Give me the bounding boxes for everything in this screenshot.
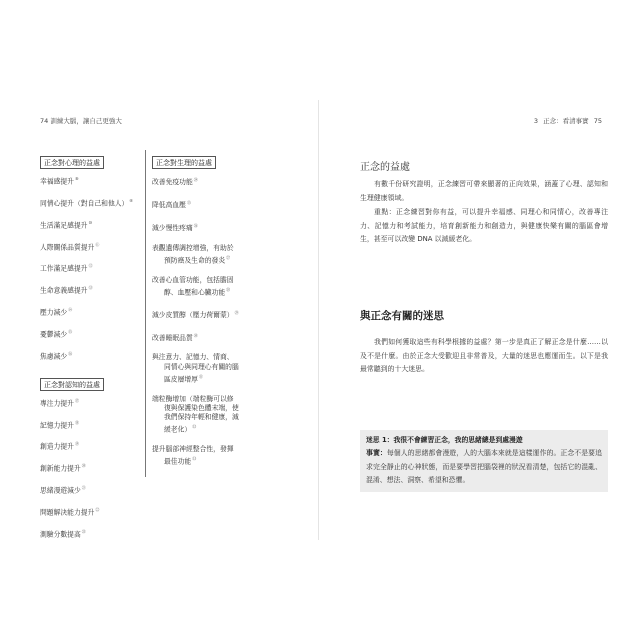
benefit-text-line: 提升腦部神經整合性，發揮 [152,445,234,454]
benefit-text: 壓力減少 [40,308,68,317]
benefit-text: 問題解決能力提升 [40,508,95,517]
citation-marker: ⑯ [68,350,73,356]
citation-marker: ⑫ [88,263,93,269]
mental-benefit-item [40,306,140,316]
citation-marker: ⑱ [74,419,79,425]
citation-marker: ⑪ [95,241,100,247]
benefit-text: 焦慮減少 [40,352,68,361]
mental-benefit-item [40,175,140,185]
physical-benefits-list [152,175,312,467]
citation-marker: ⑩ [88,219,93,225]
physical-benefit-item [152,198,312,210]
benefit-text-line: 改善睡眠品質$^㉚$ [152,332,198,342]
benefit-text: 幸福感提升 [40,177,74,186]
mental-cognitive-benefits-column [40,150,140,550]
benefit-text-line: 區皮層增厚$^㉛$ [164,373,203,384]
benefit-text-line: 改善心血管功能，包括膽固 [152,275,234,284]
benefits-section-title: 正念的益處 [360,162,410,173]
physical-benefit-item [152,353,312,384]
myth-1-title: 迷思 1：我很不會練習正念，我的思緒總是到處漫遊 [366,436,523,444]
physical-benefit-item [152,395,312,435]
cognitive-benefit-item [40,419,140,429]
citation-marker: ㉝ [192,456,197,462]
physical-benefit-item [152,276,312,298]
benefit-text-line: 我們保持年輕和健康，減 [164,413,239,422]
left-page [30,108,310,539]
citation-marker: ⑰ [74,397,79,403]
paragraph-myths-intro: 我們如何獲取這些有科學根據的益處？第一步是真正了解正念是什麼……以及不是什麼。由於正念大受歡迎且非常普及，大量的迷思也應運而生。以下是我最常聽到的十大迷思。 [360,338,608,374]
mental-benefit-item [40,262,140,272]
benefit-text: 測驗分數提高 [40,530,81,539]
benefit-text-line: 降低高血壓$^㉕$ [152,199,191,210]
citation-marker: ㉕ [186,199,191,205]
benefit-text-line: 復與保護染色體末端，使 [164,403,239,412]
page-number: 75 [593,117,602,125]
cognitive-benefit-item [40,484,140,494]
benefit-text: 工作滿足感提升 [40,264,88,273]
mental-benefit-item [40,219,140,229]
benefit-text-line: 預防癌及生命的發炎$^㉗$ [164,254,231,265]
physical-benefit-item [152,308,312,320]
paragraph-key-point: 重點：正念練習對你有益，可以提升幸福感、同理心和同情心，改善專注力、記憶力和考試能力，培育創新能力和創造力，與健康快樂有關的腦區會增生，甚至可以改變 DNA 以減緩老化。 [360,208,608,244]
benefit-text: 創造力提升 [40,442,74,451]
benefit-text-line: 減少慢性疼痛$^㉖$ [152,222,198,232]
citation-marker: ⑧ [74,176,79,181]
cognitive-benefit-item [40,462,140,472]
mental-benefit-item [40,241,140,251]
myth-1-box [360,430,608,492]
benefit-text: 專注力提升 [40,399,74,407]
benefit-text: 生活滿足感提升 [40,220,88,229]
cognitive-benefit-item [40,528,140,538]
chapter-number: 3 [533,117,539,125]
mental-benefit-item [40,284,140,294]
citation-marker: ⑨ [129,197,133,203]
myths-section-title: 與正念有關的迷思 [360,310,444,322]
mental-benefits-list [40,175,140,360]
physical-benefits-heading: 正念對生理的益處 [152,156,216,169]
fact-text: 每個人的思緒都會漫遊，人的大腦本來就是這樣運作的。正念不是要追求完全靜止的心神狀態，而是要學習把腦袋裡的狀況看清楚，包括它的混亂、混淆、想法、洞察、希望和恐懼。 [366,449,602,485]
cognitive-benefits-heading: 正念對認知的益處 [40,378,104,391]
citation-marker: ⑬ [88,285,93,291]
citation-marker: ㉛ [198,373,203,379]
benefit-text: 生命意義感提升 [40,286,88,295]
paragraph-intro: 有數千份研究證明，正念練習可帶來顯著的正向效果，涵蓋了心理、認知和生理健康領域。 [360,180,608,202]
benefit-text-line: 緩老化）$^㉜$ [164,424,197,434]
citation-marker: ㉖ [193,222,198,228]
physical-benefit-item [152,244,312,266]
physical-benefit-item [152,221,312,233]
chapter-title: 正念：看清事實 [543,117,589,125]
citation-marker: ㉜ [192,424,197,430]
benefit-text: 記憶力提升 [40,420,74,429]
citation-marker: ㉑ [81,485,86,491]
citation-marker: ㉙ [234,309,239,315]
benefit-text: 同情心提升（對自己和他人） [40,199,129,208]
physical-benefit-item [152,331,312,343]
benefit-text: 創新能力提升 [40,464,81,473]
citation-marker: ㉓ [81,528,86,534]
benefit-text-line: 減少皮質醇（壓力荷爾蒙）$^㉙$ [152,309,239,319]
physical-benefit-item [152,175,312,187]
citation-marker: ⑲ [74,441,79,447]
benefit-text-line: 最佳功能$^㉝$ [164,456,197,466]
mental-benefit-item [40,328,140,338]
mental-benefit-item [40,350,140,360]
citation-marker: ㉒ [95,507,100,513]
cognitive-benefit-item [40,397,140,407]
right-page [332,108,610,528]
book-spine [318,100,319,540]
benefit-text-line: 表觀遺傳調控增強，有助於 [152,243,234,252]
benefit-text-line: 端粒酶增加（端粒酶可以修 [152,394,234,403]
benefit-text: 思緒漫遊減少 [40,486,81,495]
citation-marker: ⑳ [81,463,86,469]
citation-marker: ㉔ [193,177,198,182]
physical-benefit-item [152,445,312,467]
physical-benefits-column [145,150,312,477]
benefit-text-line: 同情心與同理心有關的腦 [164,362,239,371]
right-running-head [531,116,602,125]
citation-marker: ㉚ [193,332,198,338]
cognitive-benefits-list [40,397,140,538]
myth-1-body [366,447,602,487]
left-running-head: 74 訓練大腦，讓自己更強大 [40,117,122,125]
benefit-text-line: 與注意力、記憶力、情商、 [152,353,234,362]
benefit-text: 人際關係品質提升 [40,242,95,251]
citation-marker: ⑮ [68,329,73,335]
benefit-text-line: 改善免疫功能$^㉔$ [152,177,198,187]
citation-marker: ⑭ [68,307,73,313]
benefit-text-line: 醇、血壓和心臟功能$^㉘$ [164,286,231,297]
cognitive-benefit-item [40,506,140,516]
benefit-text: 憂鬱減少 [40,330,68,339]
citation-marker: ㉗ [226,254,231,260]
cognitive-benefit-item [40,440,140,450]
mental-benefit-item [40,197,140,207]
mental-benefits-heading: 正念對心理的益處 [40,156,104,169]
citation-marker: ㉘ [226,286,231,292]
fact-label: 事實： [366,449,387,458]
